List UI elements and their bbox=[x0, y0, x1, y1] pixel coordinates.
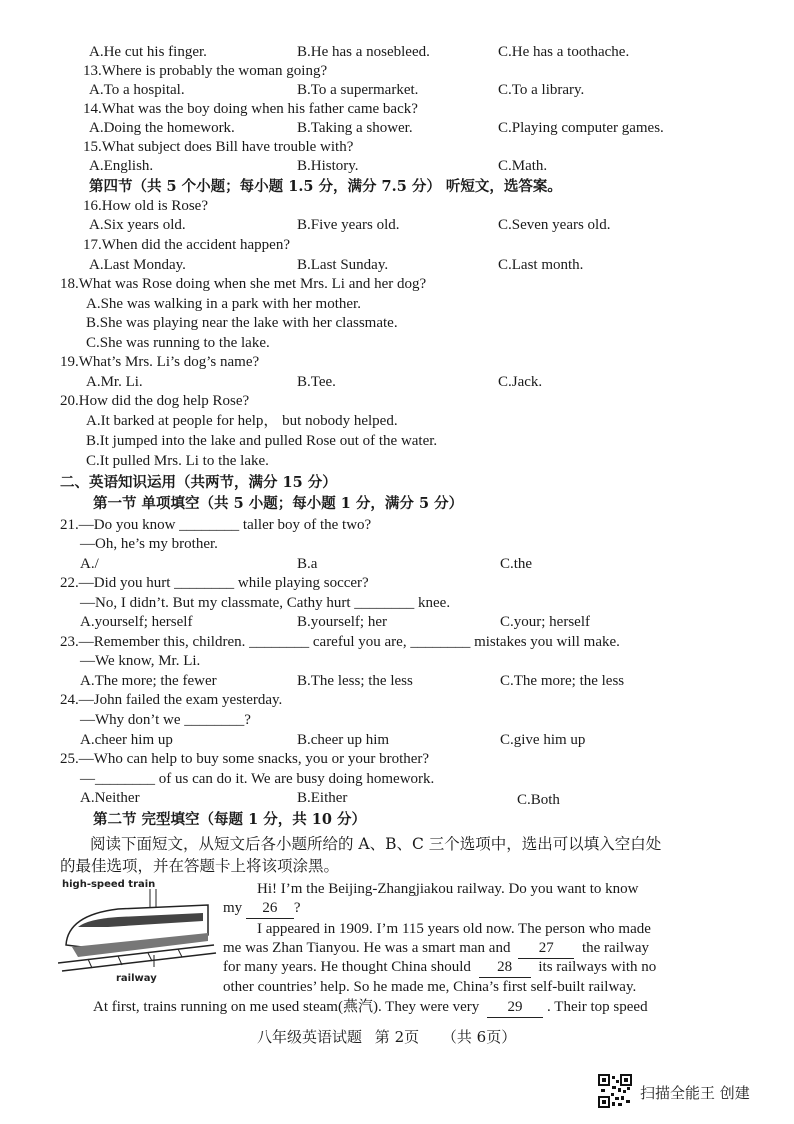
option-text: C.It pulled Mrs. Li to the lake. bbox=[86, 453, 269, 469]
passage-line bbox=[223, 939, 649, 959]
option-text: B.Last Sunday. bbox=[297, 257, 389, 273]
option-text: B.a bbox=[297, 556, 318, 572]
illustration-bottom-label: railway bbox=[116, 973, 157, 984]
section-heading: 第四节（共 5 个小题；每小题 1.5 分，满分 7.5 分） 听短文，选答案。 bbox=[89, 178, 562, 195]
question-text: 17.When did the accident happen? bbox=[83, 237, 290, 253]
passage-text: . Their top speed bbox=[547, 999, 648, 1015]
option-text: A.She was walking in a park with her mother. bbox=[86, 296, 361, 312]
scanner-watermark: 扫描全能王 创建 bbox=[640, 1084, 750, 1102]
question-text: 21.—Do you know ________ taller boy of the two? bbox=[60, 517, 372, 533]
option-text: A.yourself; herself bbox=[80, 614, 193, 630]
reply-text: —________ of us can do it. We are busy doing homework. bbox=[80, 771, 435, 787]
passage-line: I appeared in 1909. I’m 115 years old now. The person who made bbox=[257, 921, 651, 937]
option-text: C.your; herself bbox=[500, 614, 590, 630]
option-text: C.The more; the less bbox=[500, 673, 625, 689]
footer-total: （共 6页） bbox=[441, 1028, 517, 1046]
question-text: 22.—Did you hurt ________ while playing soccer? bbox=[60, 575, 369, 591]
footer bbox=[257, 1026, 516, 1047]
option-text: A.To a hospital. bbox=[89, 82, 185, 98]
train-illustration bbox=[58, 875, 218, 985]
passage-line bbox=[223, 899, 301, 919]
passage-line: Hi! I’m the Beijing-Zhangjiakou railway. Do you want to know bbox=[257, 881, 639, 897]
question-text: 24.—John failed the exam yesterday. bbox=[60, 692, 283, 708]
question-text: 25.—Who can help to buy some snacks, you or your brother? bbox=[60, 751, 430, 767]
option-text: C.Jack. bbox=[498, 374, 543, 390]
option-text: A.Doing the homework. bbox=[89, 120, 235, 136]
passage-text: its railways with no bbox=[538, 959, 657, 975]
option-text: B.Either bbox=[297, 790, 348, 806]
passage-line: other countries’ help. So he made me, China’s first self-built railway. bbox=[223, 979, 637, 995]
option-text: B.History. bbox=[297, 158, 359, 174]
question-text: 16.How old is Rose? bbox=[83, 198, 208, 214]
option-text: A./ bbox=[80, 556, 99, 572]
question-text: 23.—Remember this, children. ________ careful you are, ________ mistakes you will make. bbox=[60, 634, 620, 650]
passage-text: ? bbox=[293, 900, 301, 916]
option-text: A.Last Monday. bbox=[89, 257, 186, 273]
option-text: C.To a library. bbox=[498, 82, 585, 98]
section-heading: 第二节 完型填空（每题 1 分，共 10 分） bbox=[93, 811, 367, 828]
part-heading: 二、英语知识运用（共两节，满分 15 分） bbox=[60, 474, 337, 491]
passage-text: the railway bbox=[581, 940, 650, 956]
option-text: C.He has a toothache. bbox=[498, 44, 630, 60]
reply-text: —We know, Mr. Li. bbox=[80, 653, 201, 669]
blank-29[interactable]: 29 bbox=[487, 998, 543, 1018]
blank-26[interactable]: 26 bbox=[246, 899, 294, 919]
option-text: A.Six years old. bbox=[89, 217, 186, 233]
instruction-text: 的最佳选项，并在答题卡上将该项涂黑。 bbox=[60, 857, 340, 875]
illustration-top-label: high-speed train bbox=[62, 879, 156, 890]
option-text: B.cheer up him bbox=[297, 732, 390, 748]
passage-line bbox=[223, 958, 656, 978]
reply-text: —Oh, he’s my brother. bbox=[80, 536, 218, 552]
footer-page: 第 2页 bbox=[374, 1028, 420, 1046]
section-heading: 第一节 单项填空（共 5 小题；每小题 1 分，满分 5 分） bbox=[93, 495, 464, 512]
option-text: C.give him up bbox=[500, 732, 586, 748]
option-text: B.He has a nosebleed. bbox=[297, 44, 430, 60]
option-text: B.The less; the less bbox=[297, 673, 413, 689]
question-text: 13.Where is probably the woman going? bbox=[83, 63, 328, 79]
option-text: C.She was running to the lake. bbox=[86, 335, 270, 351]
option-text: B.Five years old. bbox=[297, 217, 400, 233]
option-text: C.the bbox=[500, 556, 533, 572]
question-text: 18.What was Rose doing when she met Mrs. Li and her dog? bbox=[60, 276, 427, 292]
option-text: A.Neither bbox=[80, 790, 140, 806]
option-text: A.It barked at people for help， but nobody helped. bbox=[86, 413, 398, 429]
qr-code-icon bbox=[598, 1074, 632, 1108]
passage-text: for many years. He thought China should bbox=[223, 959, 471, 975]
option-text: A.Mr. Li. bbox=[86, 374, 143, 390]
question-text: 20.How did the dog help Rose? bbox=[60, 393, 250, 409]
passage-text: my bbox=[223, 900, 243, 916]
option-text: C.Playing computer games. bbox=[498, 120, 664, 136]
question-text: 14.What was the boy doing when his father came back? bbox=[83, 101, 418, 117]
option-text: A.English. bbox=[89, 158, 154, 174]
instruction-text: 阅读下面短文，从短文后各小题所给的 A、B、C 三个选项中，选出可以填入空白处 bbox=[90, 835, 662, 853]
option-text: C.Math. bbox=[498, 158, 548, 174]
passage-text: At first, trains running on me used steam(燕汽). They were very bbox=[93, 999, 480, 1015]
option-text: B.Taking a shower. bbox=[297, 120, 413, 136]
option-text: B.It jumped into the lake and pulled Rose out of the water. bbox=[86, 433, 438, 449]
option-text: A.He cut his finger. bbox=[89, 44, 207, 60]
reply-text: —Why don’t we ________? bbox=[80, 712, 251, 728]
option-text: C.Seven years old. bbox=[498, 217, 611, 233]
question-text: 15.What subject does Bill have trouble with? bbox=[83, 139, 354, 155]
blank-27[interactable]: 27 bbox=[518, 939, 574, 959]
reply-text: —No, I didn’t. But my classmate, Cathy hurt ________ knee. bbox=[80, 595, 451, 611]
passage-text: me was Zhan Tianyou. He was a smart man and bbox=[223, 940, 511, 956]
option-text: B.She was playing near the lake with her classmate. bbox=[86, 315, 398, 331]
footer-title: 八年级英语试题 bbox=[257, 1028, 363, 1046]
option-text: B.Tee. bbox=[297, 374, 336, 390]
blank-28[interactable]: 28 bbox=[479, 958, 531, 978]
option-text: B.To a supermarket. bbox=[297, 82, 419, 98]
option-text: A.The more; the fewer bbox=[80, 673, 217, 689]
option-text: C.Both bbox=[517, 792, 560, 808]
option-text: B.yourself; her bbox=[297, 614, 387, 630]
passage-line bbox=[93, 998, 648, 1018]
option-text: C.Last month. bbox=[498, 257, 584, 273]
option-text: A.cheer him up bbox=[80, 732, 173, 748]
question-text: 19.What’s Mrs. Li’s dog’s name? bbox=[60, 354, 260, 370]
